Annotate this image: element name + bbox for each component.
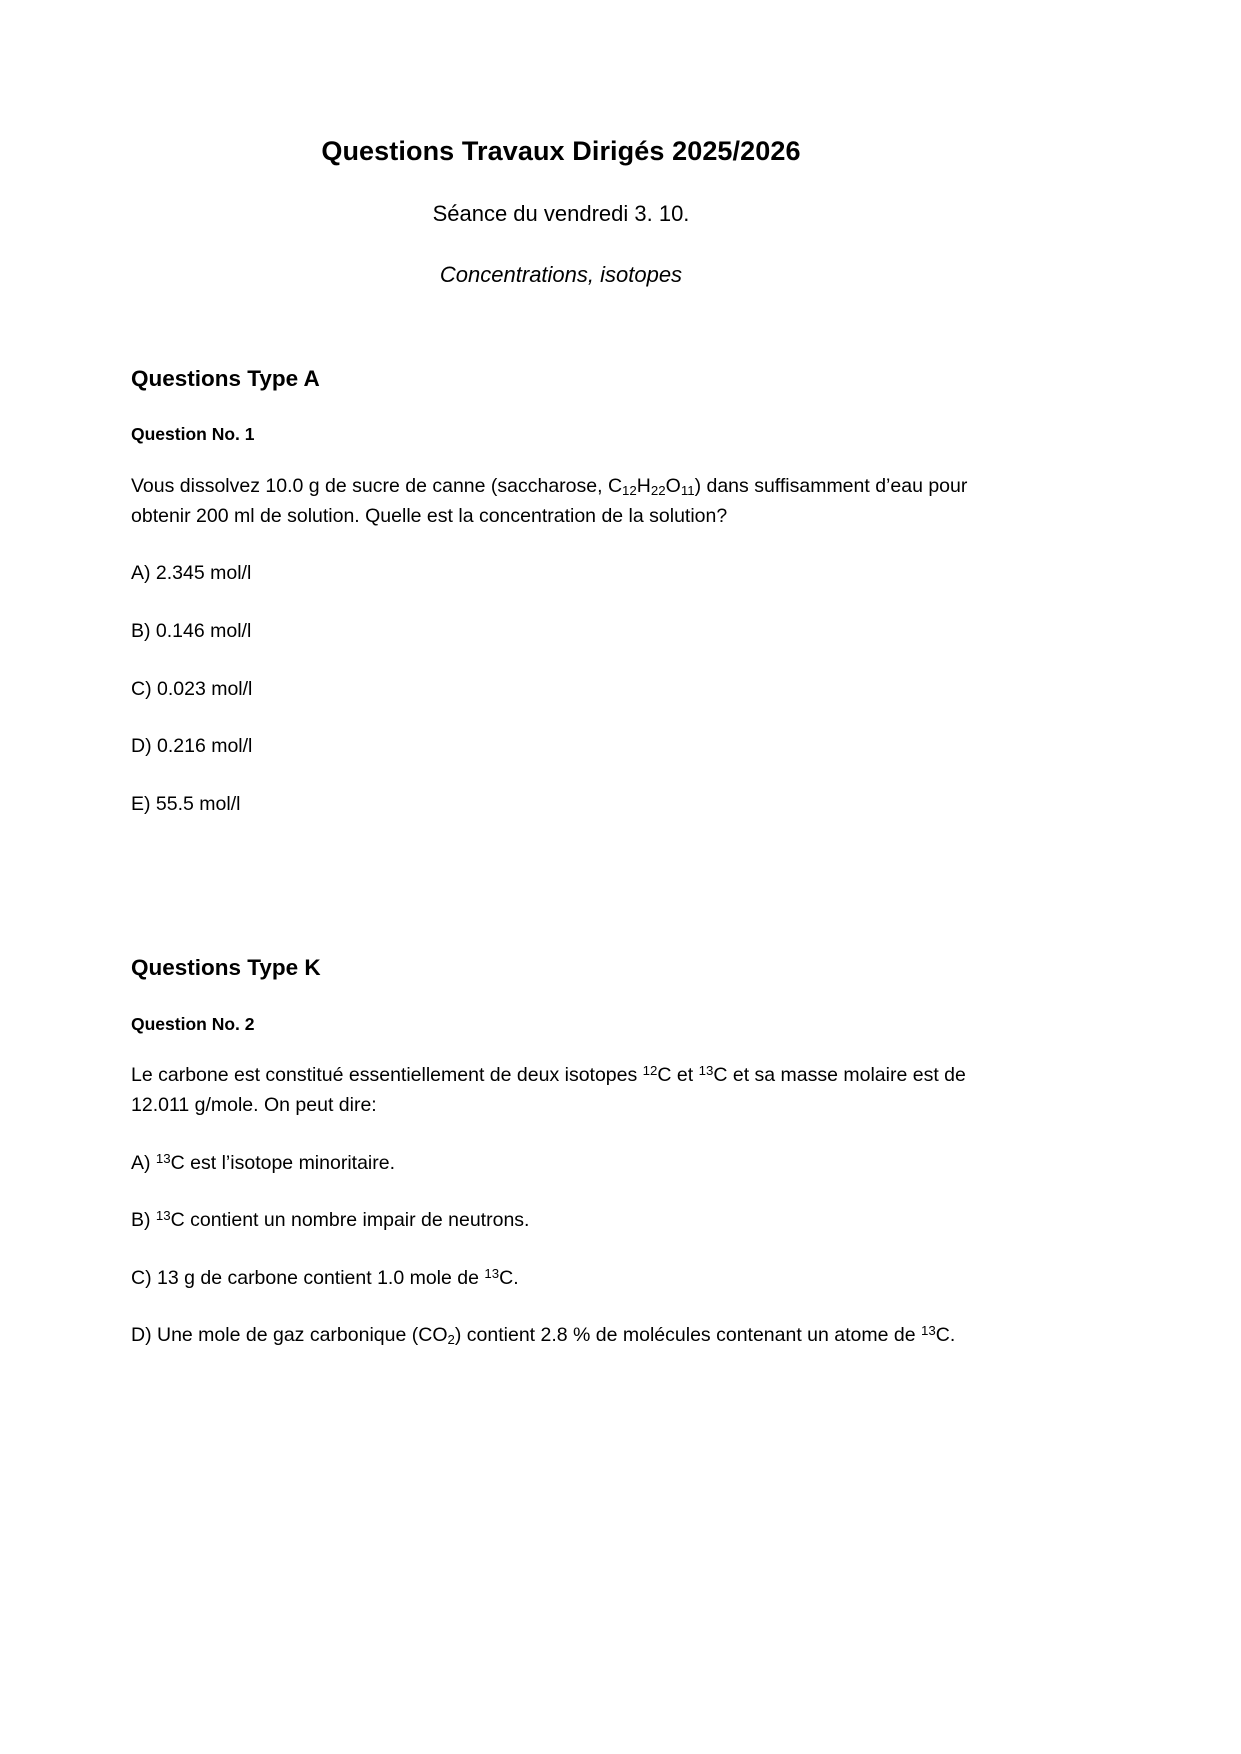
option-d-isotope-superscript: 13 [921,1323,936,1339]
question-1-option-e[interactable]: E) 55.5 mol/l [131,792,241,815]
session-date-subtitle: Séance du vendredi 3. 10. [432,201,690,227]
option-b-text: C contient un nombre impair de neutrons. [170,1209,530,1232]
question-1-option-c[interactable]: C) 0.023 mol/l [131,677,253,700]
option-b-prefix: B) [131,1209,156,1232]
formula-subscript-11: 11 [680,482,695,498]
question-2-stem-part3: C et sa masse molaire est de 12.011 g/mole. On peut dire: [131,1064,966,1116]
section-heading-type-a: Questions Type A [131,366,320,392]
option-c-prefix: C) 13 g de carbone contient 1.0 mole de [131,1266,485,1289]
question-2-option-d[interactable] [131,1293,961,1351]
question-1-stem-part4: ) dans suffisamment d’eau pour obtenir 200 ml de solution. Quelle est la concentration de la solution? [131,475,968,527]
question-1-stem [131,446,991,531]
option-d-co2-subscript: 2 [447,1332,455,1348]
formula-subscript-22: 22 [650,482,666,498]
formula-subscript-12: 12 [622,482,637,498]
question-1-stem-part3: O [665,475,681,498]
section-heading-type-k: Questions Type K [131,955,321,981]
question-label-1: Question No. 1 [131,424,255,445]
question-1-stem-part2: H [636,475,651,498]
question-1-option-a[interactable]: A) 2.345 mol/l [131,562,252,585]
question-2-stem-part2: C et [657,1064,699,1087]
question-1-option-d[interactable]: D) 0.216 mol/l [131,735,253,758]
question-2-option-c[interactable] [131,1236,961,1294]
document-content [131,0,991,1351]
option-a-prefix: A) [131,1151,156,1174]
option-d-text: ) contient 2.8 % de molécules contenant un atome de [454,1324,921,1347]
option-d-tail: C. [935,1324,956,1347]
question-1-option-b[interactable]: B) 0.146 mol/l [131,619,252,642]
topic-subtitle: Concentrations, isotopes [439,261,683,287]
question-label-2: Question No. 2 [131,1013,255,1034]
isotope-superscript-12: 12 [642,1063,658,1079]
isotope-superscript-13: 13 [698,1063,714,1079]
question-2-option-b[interactable] [131,1178,961,1236]
option-c-isotope-superscript: 13 [484,1265,500,1281]
option-d-prefix: D) Une mole de gaz carbonique (CO [131,1324,448,1347]
question-2-stem-part1: Le carbone est constitué essentiellement de deux isotopes [131,1064,643,1087]
question-1-stem-part1: Vous dissolvez 10.0 g de sucre de canne (saccharose, C [131,475,623,498]
option-a-isotope-superscript: 13 [155,1150,171,1166]
option-b-isotope-superscript: 13 [155,1208,171,1224]
question-2-stem [131,1035,991,1120]
option-c-text: C. [499,1266,519,1289]
page-title: Questions Travaux Dirigés 2025/2026 [321,136,801,166]
option-a-text: C est l’isotope minoritaire. [170,1151,396,1174]
question-2-option-a[interactable] [131,1121,961,1179]
